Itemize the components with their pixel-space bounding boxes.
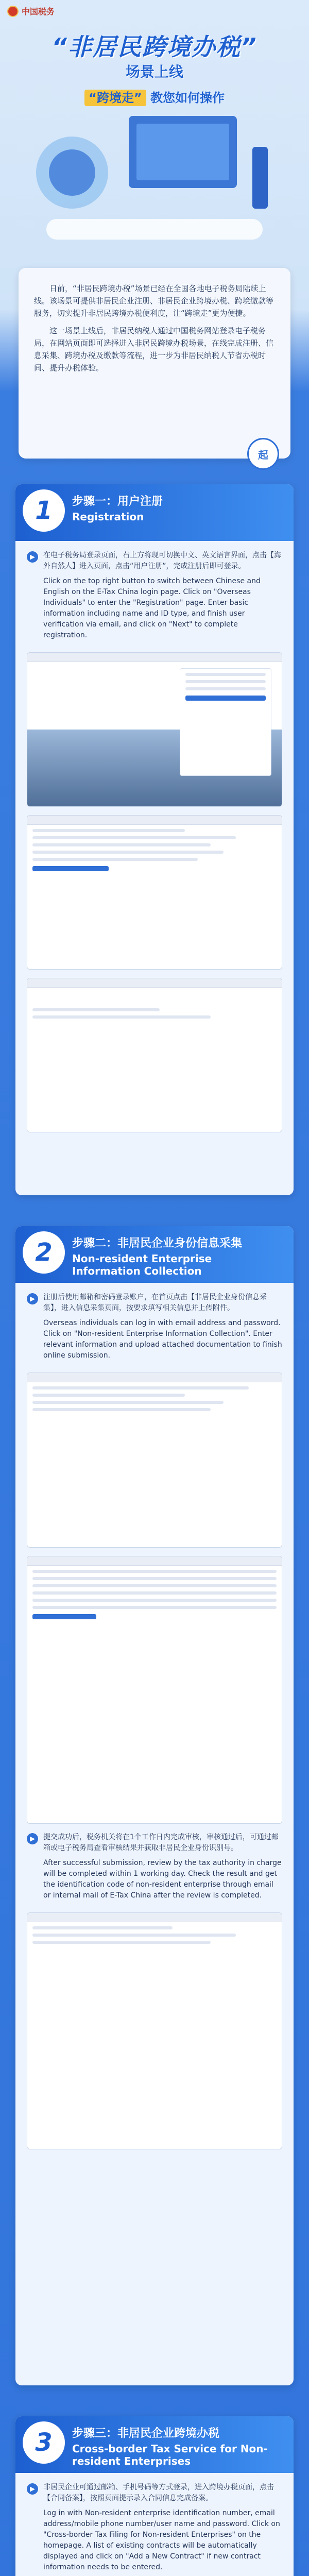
tax-seal-icon <box>7 6 19 17</box>
section-information-collection <box>15 1226 294 2385</box>
step-text-en: Log in with Non-resident enterprise identification number, email address/mobile phone number/user name and password. Click on "Cross-border Tax Filing for Non-resident Enterprises" on the homepage. A list of existing contracts will be automatically displayed and click on "Add a New Contract" if new contract information needs to be entered. <box>43 2509 280 2571</box>
section-number: 3 <box>23 2421 65 2464</box>
step-text-zh: 注册后使用邮箱和密码登录账户，在首页点击【非居民企业身份信息采集】，进入信息采集页面，按要求填写相关信息并上传附件。 <box>43 1293 267 1312</box>
step-bullet-icon: ▶ <box>27 551 38 563</box>
step <box>27 1832 282 1905</box>
step-text-zh: 在电子税务局登录页面，右上方将现可切换中文、英文语言界面，点击【海外自然人】进入页面，点击“用户注册”，完成注册后即可登录。 <box>43 551 281 570</box>
step <box>27 550 282 645</box>
intro-paragraph: 这一场景上线后，非居民纳税人通过中国税务网站登录电子税务局，在网站页面即可选择进入非居民跨境办税场景，在线完成注册、信息采集、跨境办税及缴款等流程，进一步为非居民纳税人节省办税时间、提升办税体验。 <box>34 326 274 372</box>
step-text-zh: 提交成功后，税务机关将在1个工作日内完成审核，审核通过后，可通过邮箱或电子税务局查看审核结果并获取非居民企业身份识别号。 <box>43 1833 279 1852</box>
logo-text: 中国税务 <box>22 7 55 16</box>
section-title-en: Cross-border Tax Service for Non-resident Enterprises <box>72 2443 268 2467</box>
step <box>27 1292 282 1365</box>
tagline-rest: 教您如何操作 <box>150 91 225 105</box>
section-header <box>15 2416 294 2473</box>
hero-title: “非居民跨境办税” <box>52 33 258 61</box>
step-text-en: Click on the top right button to switch between Chinese and English on the E-Tax China login page. Click on "Overseas Individuals" to enter the "Registration" page. Enter basic information including name and ID type, and finish user verification via email, and click on "Next" to complete registration. <box>43 577 261 639</box>
screenshot-collection-form <box>27 1556 282 1824</box>
tagline-highlight: “跨境走” <box>84 90 146 106</box>
section-title-zh: 步骤二：非居民企业身份信息采集 <box>72 1237 243 1250</box>
hero-subtitle: 场景上线 <box>125 63 183 80</box>
hero-illustration <box>10 111 299 286</box>
screenshot-registration-form <box>27 815 282 970</box>
section-header <box>15 1226 294 1283</box>
step-text-en: After successful submission, review by the tax authority in charge will be completed within 1 working day. Check the result and get the identification code of non-resident enterprise through email or internal mail of E-Tax China after the review is completed. <box>43 1859 282 1900</box>
screenshot-review-result <box>27 1912 282 2149</box>
screenshot-login-page <box>27 652 282 807</box>
screenshot-collection-entry <box>27 1372 282 1548</box>
section-cross-border-tax <box>15 2416 294 2576</box>
intro-badge: 起 <box>247 438 279 470</box>
section-title-en: Registration <box>72 511 144 523</box>
logo <box>7 5 55 17</box>
section-title-zh: 步骤三：非居民企业跨境办税 <box>72 2427 220 2440</box>
step-bullet-icon: ▶ <box>27 1833 38 1844</box>
step-text-zh: 非居民企业可通过邮箱、手机号码等方式登录，进入跨境办税页面，点击【合同备案】，按照页面提示录入合同信息完成备案。 <box>43 2483 274 2502</box>
step <box>27 2482 282 2576</box>
screenshot-registration-success <box>27 978 282 1132</box>
section-title-en: Non-resident Enterprise Information Collection <box>72 1252 212 1277</box>
step-bullet-icon: ▶ <box>27 1293 38 1304</box>
section-number: 1 <box>23 489 65 532</box>
hero-tagline <box>0 88 309 106</box>
step-text-en: Overseas individuals can log in with email address and password. Click on "Non-resident Enterprise Information Collection". Enter relevant information and upload attached documentation to finish online submission. <box>43 1319 282 1360</box>
intro-card <box>19 268 290 459</box>
intro-paragraph: 日前，“非居民跨境办税”场景已经在全国各地电子税务局陆续上线。该场景可提供非居民企业注册、非居民企业跨境办税、跨境缴款等服务，切实提升非居民跨境办税便利度，让“跨境走”更为便捷。 <box>34 284 274 318</box>
section-registration <box>15 484 294 1195</box>
section-title-zh: 步骤一：用户注册 <box>72 495 163 508</box>
section-number: 2 <box>23 1231 65 1274</box>
step-bullet-icon: ▶ <box>27 2483 38 2495</box>
section-header <box>15 484 294 541</box>
